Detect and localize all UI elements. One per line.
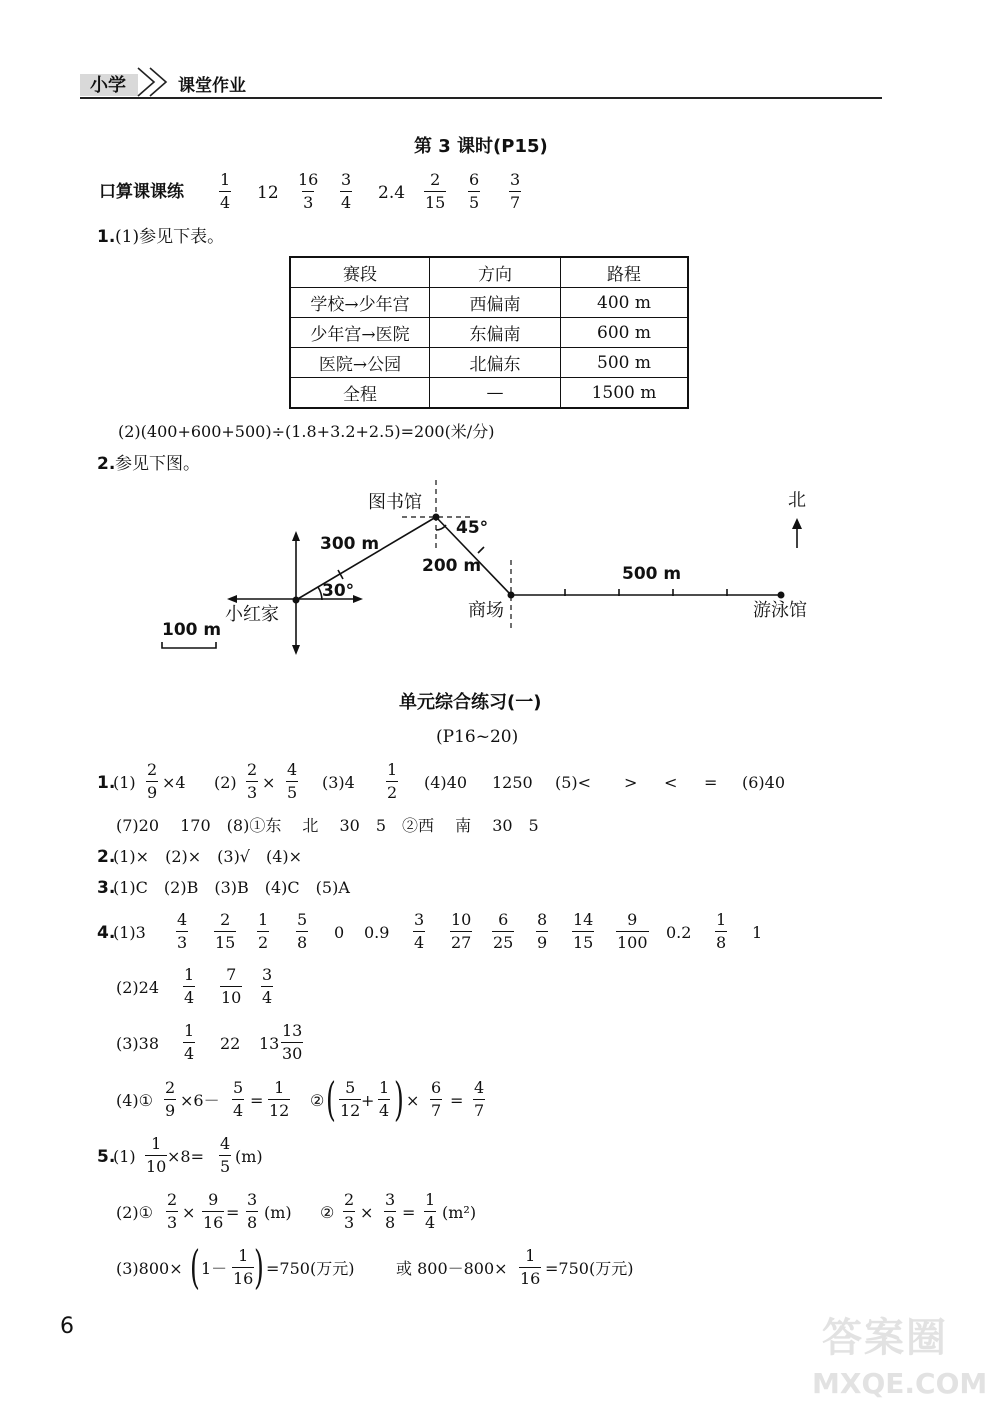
a4-p4-frac: 4 7 — [474, 1078, 485, 1120]
label-dist-mall-pool: 500 m — [622, 564, 682, 584]
label-dist-library-mall: 200 m — [422, 556, 482, 576]
a5-p2-frac: 3 8 — [247, 1190, 258, 1232]
label-pool: 游泳馆 — [753, 600, 807, 621]
left-paren: ( — [190, 1240, 200, 1294]
a5-p3-frac: 1 16 — [233, 1246, 254, 1288]
right-paren: ) — [394, 1072, 404, 1126]
a1-number: 1. — [97, 773, 116, 793]
a4-p1-frac: 9 100 — [617, 910, 648, 952]
watermark-top: 答案圈 — [822, 1315, 948, 1361]
mental-frac-8: 3 7 — [510, 170, 521, 212]
a4-p4-label: (4)① — [116, 1091, 154, 1110]
a4-p1-frac: 2 15 — [215, 910, 236, 952]
a4-p1-frac: 5 8 — [297, 910, 308, 952]
a5-p2-frac: 3 8 — [385, 1190, 396, 1232]
a5-p2-frac: 2 3 — [344, 1190, 355, 1232]
a4-p1-frac: 8 9 — [537, 910, 548, 952]
a1-part6: (6)40 — [742, 773, 786, 792]
a4-p4-text: + — [361, 1091, 375, 1110]
left-paren: ( — [326, 1072, 336, 1126]
a5-p2-frac: 1 4 — [425, 1190, 436, 1232]
home-point — [293, 597, 300, 604]
table-cell: — — [430, 378, 561, 409]
a4-p4-frac: 5 12 — [340, 1078, 361, 1120]
a3-text: (1)C (2)B (3)B (4)C (5)A — [113, 878, 350, 897]
a4-p3-item: 13 — [259, 1034, 280, 1053]
a4-p4-frac: 1 4 — [379, 1078, 390, 1120]
a5-p1-label: (1) — [113, 1147, 136, 1166]
q2-number: 2. — [97, 454, 116, 474]
a5-p2-text: = — [402, 1203, 416, 1222]
a4-p1-frac: 14 15 — [573, 910, 594, 952]
route-home-library — [296, 517, 436, 600]
lesson-title: 第 3 课时(P15) — [414, 136, 548, 157]
a5-p3-text: =750(万元) — [545, 1259, 634, 1278]
a1-part1-tail: ×4 — [162, 773, 186, 792]
table-cell: 1500 m — [561, 378, 689, 409]
mental-label: 口算课课练 — [99, 182, 184, 202]
a4-p3-item: 22 — [220, 1034, 241, 1053]
label-north: 北 — [788, 490, 806, 511]
a1-frac: 2 9 — [147, 760, 158, 802]
a4-p1-frac: 1 2 — [258, 910, 269, 952]
a4-p2-label: (2)24 — [116, 978, 160, 997]
a4-p1-frac: 1 8 — [716, 910, 727, 952]
a4-p3-frac: 1 4 — [184, 1021, 195, 1063]
a5-p2-text: ② — [320, 1203, 335, 1222]
a4-p2-frac: 1 4 — [184, 965, 195, 1007]
a4-p4-text: × — [406, 1091, 420, 1110]
a4-p4-text: ② — [310, 1091, 325, 1110]
library-point — [433, 514, 440, 521]
header-brand: 小学 — [90, 75, 126, 96]
arrow-down-icon — [292, 645, 300, 655]
a5-p3-label: (3)800× — [116, 1259, 183, 1278]
a4-p2-frac: 3 4 — [262, 965, 273, 1007]
a1-part5b: > — [624, 773, 638, 792]
a2-text: (1)× (2)× (3)√ (4)× — [113, 847, 303, 866]
table-cell: 全程 — [290, 378, 430, 409]
a4-p1-frac: 3 4 — [414, 910, 425, 952]
a5-p3-text: 1－ — [201, 1259, 228, 1278]
right-paren: ) — [254, 1240, 264, 1294]
table-header-cell: 赛段 — [290, 257, 430, 288]
unit-title: 单元综合练习(一) — [399, 692, 542, 713]
table-cell: 北偏东 — [430, 348, 561, 378]
label-scale: 100 m — [162, 620, 222, 640]
a4-p3-frac: 13 30 — [282, 1021, 303, 1063]
table-cell: 学校→少年宫 — [290, 288, 430, 318]
a1-part5: (5)< — [555, 773, 592, 792]
north-arrow-icon — [792, 518, 802, 529]
a5-p3-text: 或 800－800× — [396, 1259, 508, 1278]
a5-p2-frac: 2 3 — [167, 1190, 178, 1232]
a5-p1-text: ×8= — [167, 1147, 204, 1166]
a4-p1-frac: 10 27 — [451, 910, 472, 952]
a5-p1-frac: 1 10 — [146, 1134, 167, 1176]
a4-p1-item: 0.2 — [666, 923, 692, 942]
a5-p2-text: × — [182, 1203, 196, 1222]
a3-number: 3. — [97, 878, 116, 898]
table-cell: 少年宫→医院 — [290, 318, 430, 348]
pool-point — [778, 592, 785, 599]
route-map — [0, 0, 1000, 700]
a1-part1: (1) — [113, 773, 136, 792]
q1-part2: (2)(400+600+500)÷(1.8+3.2+2.5)=200(米/分) — [118, 422, 495, 441]
label-home: 小红家 — [225, 604, 279, 625]
a4-p4-frac: 1 12 — [269, 1078, 290, 1120]
a5-p1-frac: 4 5 — [220, 1134, 231, 1176]
a4-p4-text: = — [250, 1091, 264, 1110]
a5-p2-text: (m²) — [442, 1203, 477, 1222]
a1-part2: (2) — [214, 773, 237, 792]
a5-p1-text: (m) — [235, 1147, 263, 1166]
mental-frac-6: 2 15 — [425, 170, 446, 212]
arrow-right-icon — [353, 595, 363, 603]
a2-number: 2. — [97, 847, 116, 867]
label-angle-home: 30° — [322, 581, 355, 601]
table-cell: 600 m — [561, 318, 689, 348]
a5-number: 5. — [97, 1147, 116, 1167]
mental-item-5: 2.4 — [378, 183, 406, 203]
mental-frac-7: 6 5 — [469, 170, 480, 212]
mental-frac-4: 3 4 — [341, 170, 352, 212]
a4-p1-item: 0 — [334, 923, 345, 942]
a1-part3: (3)4 — [322, 773, 355, 792]
table-cell: 医院→公园 — [290, 348, 430, 378]
a4-p1-item: 0.9 — [364, 923, 390, 942]
arrow-up-icon — [292, 531, 300, 541]
mental-frac-1: 1 4 — [220, 170, 231, 212]
a4-p4-frac: 5 4 — [233, 1078, 244, 1120]
table-header-cell: 路程 — [561, 257, 689, 288]
a1-frac: 4 5 — [287, 760, 298, 802]
a4-p2-frac: 7 10 — [221, 965, 242, 1007]
a4-number: 4. — [97, 923, 116, 943]
header-title: 课堂作业 — [178, 76, 246, 96]
a1-part5c: < — [664, 773, 678, 792]
a1-line2: (7)20 170 (8)①东 北 30 5 ②西 南 30 5 — [116, 816, 539, 835]
table-cell: 西偏南 — [430, 288, 561, 318]
a4-p1-frac: 4 3 — [177, 910, 188, 952]
a4-p3-label: (3)38 — [116, 1034, 160, 1053]
q1-number: 1. — [97, 227, 116, 247]
a4-p1-label: (1)3 — [113, 923, 146, 942]
a1-frac: 2 3 — [247, 760, 258, 802]
a1-part2-times: × — [262, 773, 276, 792]
mental-frac-3: 16 3 — [298, 170, 319, 212]
watermark-bottom: MXQE.COM — [812, 1367, 988, 1400]
table-header-cell: 方向 — [430, 257, 561, 288]
a5-p2-text: (m) — [264, 1203, 292, 1222]
label-mall: 商场 — [468, 600, 504, 621]
label-dist-home-library: 300 m — [320, 534, 380, 554]
a5-p2-frac: 9 16 — [203, 1190, 224, 1232]
table-cell: 500 m — [561, 348, 689, 378]
a4-p1-item: 1 — [752, 923, 763, 942]
arrow-left-icon — [227, 595, 237, 603]
a5-p3-text: =750(万元) — [266, 1259, 355, 1278]
q2-text: 参见下图。 — [115, 454, 200, 474]
a1-part4b: 1250 — [492, 773, 533, 792]
a4-p4-frac: 6 7 — [431, 1078, 442, 1120]
a5-p3-frac: 1 16 — [520, 1246, 541, 1288]
mall-point — [508, 592, 515, 599]
mental-item-2: 12 — [257, 183, 279, 203]
a5-p2-text: × — [360, 1203, 374, 1222]
a1-part4: (4)40 — [424, 773, 468, 792]
a1-frac: 1 2 — [387, 760, 398, 802]
a1-part5d: = — [704, 773, 718, 792]
a5-p2-label: (2)① — [116, 1203, 154, 1222]
label-library: 图书馆 — [368, 492, 422, 513]
a4-p4-text: ×6－ — [180, 1091, 220, 1110]
a4-p1-frac: 6 25 — [493, 910, 514, 952]
a4-p4-frac: 2 9 — [165, 1078, 176, 1120]
unit-pages: (P16~20) — [436, 727, 519, 747]
table-cell: 400 m — [561, 288, 689, 318]
page-number: 6 — [60, 1314, 74, 1339]
table-cell: 东偏南 — [430, 318, 561, 348]
a5-p2-text: = — [226, 1203, 240, 1222]
q1-text: (1)参见下表。 — [115, 227, 225, 247]
a4-p4-text: = — [450, 1091, 464, 1110]
label-angle-library: 45° — [456, 518, 489, 538]
